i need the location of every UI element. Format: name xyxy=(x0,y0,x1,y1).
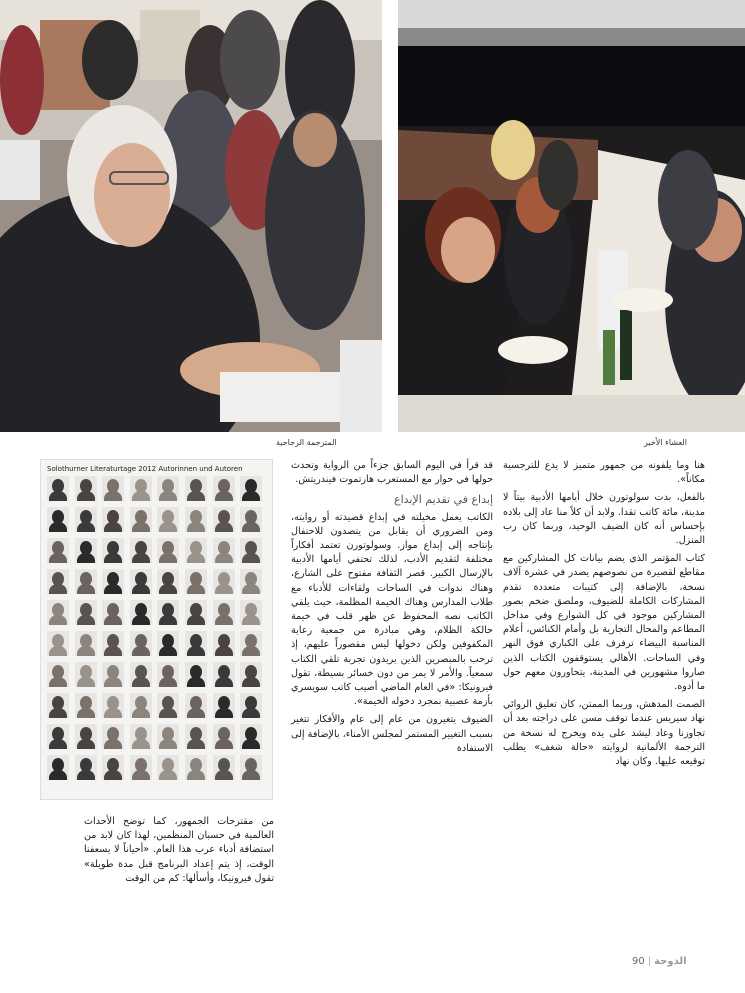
photo-interpreter xyxy=(0,0,382,432)
author-portrait xyxy=(102,538,124,563)
author-portrait xyxy=(75,693,97,718)
page-footer xyxy=(632,956,687,967)
author-portrait xyxy=(240,631,262,656)
author-portrait xyxy=(47,693,69,718)
author-portrait xyxy=(102,569,124,594)
author-portrait xyxy=(213,631,235,656)
author-portrait xyxy=(185,538,207,563)
footer-separator: | xyxy=(647,956,652,967)
author-portrait xyxy=(157,538,179,563)
author-portrait xyxy=(102,600,124,625)
author-portrait xyxy=(185,724,207,749)
author-portrait xyxy=(157,755,179,780)
authors-poster xyxy=(40,459,273,800)
paragraph: كتاب المؤتمر الذي يضم بيانات كل المشاركين مع مقاطع لقصيرة من نصوصهم يصدر في عشرة آلاف نسخة، بالإضافة إلى كتيبات متعددة تقدم المشاركات الكاملة للضيوف، وملصق ضخم بصور المشاركين موجود في كل الشوارع وفي مداخل المطاعم والمحال التجارية بل وأمام الكنائس، أعلام المناسبة البيضاء ترفرف على الكباري فوق النهر وفي الساحات. الأهالي يستوقفون الكتاب الذين صاروا مشهورين في المدينة، يتحاورون معهم حول ما أدوه. xyxy=(503,553,705,693)
paragraph: الصمت المدهش، وربما الممتن، كان تعليق الروائي نهاد سيريس عندما توقف مسن على دراجته بعد أن تجاوزنا وعاد ليشد على يده ويخرج له نسخة من الترجمة الألمانية لروايته «حالة شغف» يطلب توقيعه عليها. وكان نهاد xyxy=(503,699,705,768)
author-portrait xyxy=(75,662,97,687)
caption-left-photo: المترجمة الزجاجية xyxy=(276,438,337,447)
author-portrait xyxy=(130,569,152,594)
author-portrait xyxy=(213,662,235,687)
photo-interpreter-illustration xyxy=(0,0,382,432)
author-portrait xyxy=(102,476,124,501)
author-portrait xyxy=(240,662,262,687)
author-portrait xyxy=(47,538,69,563)
author-portrait xyxy=(157,507,179,532)
paragraph: الكاتب يعمل مخيلته في إبداع قصيدته أو روايته، ومن الضروري أن يقابل من يتصدون للاحتفال بإنتاجه إلى إبداع مواز. وسولوتورن تعتمد أفكاراً مختلفة لتقديم الأدب، لذلك تحتفي أيامها الأدبية بالإرسال الكبير. قصر الثقافة مفتوح على الشارع، وهناك ندوات في الساحات ولقاءات للأدباء مع طلاب المدارس وهناك الخيمة المظلمة، حيث يلقي الكاتب نصه المحفوظ عن ظهر قلب في خيمة حالكة الظلام، وهي مبادرة من جمعية رعاية المكفوفين ولكن دخولها ليس مقصوراً عليهم، إذ ترحب بالمبصرين الذين يريدون تجربة تلقي الكتاب سمعياً. والأمر لا يمر من دون خسائر بسيطة، تقول فيرونيكا: «في العام الماضي أصيب كاتب سويسري بأزمة عصبية بمجرد دخوله الخيمة». xyxy=(291,511,493,708)
author-portrait xyxy=(185,507,207,532)
paragraph: الضيوف يتغيرون من عام إلى عام والأفكار تتغير بسبب التغيير المستمر لمجلس الأمناء، بالإضافة إلى الاستفادة xyxy=(291,714,493,754)
author-portrait xyxy=(47,724,69,749)
author-portrait xyxy=(157,600,179,625)
author-portrait xyxy=(47,631,69,656)
paragraph: من مقترحات الجمهور، كما توضح الأحداث العالمية في حسبان المنظمين، لهذا كان لابد من استضافة أدباء عرب هذا العام. «أحياناً لا يسعفنا الوقت، إذ يتم إعداد البرنامج قبل مدة طويلة» تقول فيرونيكا، وأسألها: كم من الوقت xyxy=(84,816,274,884)
author-portrait xyxy=(130,538,152,563)
author-portrait xyxy=(47,476,69,501)
author-portrait xyxy=(47,600,69,625)
caption-right-photo: العشاء الأخير xyxy=(644,438,687,447)
author-portrait xyxy=(75,569,97,594)
author-portrait xyxy=(75,755,97,780)
section-heading: إبداع في تقديم الإبداع xyxy=(394,493,493,507)
author-portrait xyxy=(157,662,179,687)
poster-title: Solothurner Literaturtage 2012 Autorinnen und Autoren xyxy=(47,465,243,473)
author-portrait xyxy=(185,693,207,718)
paragraph: بالفعل، بدت سولوتورن خلال أيامها الأدبية بيتاً لا مدينة، مائة كاتب تقدا. ولابد أن كلاً منا عاد إلى بلاده بإحساس أنه كان الضيف الوحيد، وربما كان رب المنزل. xyxy=(503,492,705,547)
author-portrait xyxy=(213,569,235,594)
author-portrait xyxy=(130,755,152,780)
author-portrait xyxy=(185,755,207,780)
author-portrait xyxy=(130,693,152,718)
author-portrait xyxy=(47,755,69,780)
author-portrait xyxy=(240,476,262,501)
photo-dinner-illustration xyxy=(398,0,745,432)
author-portrait xyxy=(75,600,97,625)
author-portrait xyxy=(157,724,179,749)
author-portrait xyxy=(157,693,179,718)
author-portrait xyxy=(157,569,179,594)
author-portrait xyxy=(213,724,235,749)
author-portrait xyxy=(185,569,207,594)
author-portrait xyxy=(47,662,69,687)
author-portrait xyxy=(130,476,152,501)
author-portrait xyxy=(213,693,235,718)
author-portrait xyxy=(102,724,124,749)
author-portrait xyxy=(240,538,262,563)
author-portrait xyxy=(213,600,235,625)
paragraph: قد قرأ في اليوم السابق جزءاً من الرواية وتحدث حولها في حوار مع المستعرب هارتموت فيندريتش. xyxy=(291,460,493,486)
author-portrait xyxy=(240,693,262,718)
author-portrait xyxy=(213,476,235,501)
author-portrait xyxy=(185,662,207,687)
author-portrait xyxy=(213,538,235,563)
author-portrait xyxy=(185,476,207,501)
author-portrait xyxy=(75,724,97,749)
page-number: 90 xyxy=(632,956,645,967)
author-portrait xyxy=(157,476,179,501)
author-portrait xyxy=(75,507,97,532)
author-portrait xyxy=(240,755,262,780)
author-portrait xyxy=(102,755,124,780)
author-portrait xyxy=(75,476,97,501)
author-portrait xyxy=(102,631,124,656)
author-portrait xyxy=(47,507,69,532)
author-portrait xyxy=(102,507,124,532)
author-portrait xyxy=(185,631,207,656)
author-portrait xyxy=(240,724,262,749)
author-portrait xyxy=(130,662,152,687)
author-portrait xyxy=(240,569,262,594)
author-portrait xyxy=(102,662,124,687)
author-portrait xyxy=(157,631,179,656)
author-portrait xyxy=(130,600,152,625)
author-portrait xyxy=(102,693,124,718)
author-portrait xyxy=(130,631,152,656)
author-portrait xyxy=(130,507,152,532)
photo-dinner xyxy=(398,0,745,432)
author-portrait xyxy=(240,507,262,532)
author-portrait xyxy=(130,724,152,749)
article-column-right xyxy=(503,459,705,773)
paragraph: هنا وما يلفونه من جمهور متميز لا يدع للترجسية مكاناً». xyxy=(503,460,705,486)
author-portrait xyxy=(213,507,235,532)
article-column-middle xyxy=(291,459,493,760)
author-portrait xyxy=(47,569,69,594)
article-column-left xyxy=(84,815,274,890)
author-portrait xyxy=(185,600,207,625)
author-portrait xyxy=(75,631,97,656)
magazine-name: الدوحة xyxy=(654,956,687,967)
author-portrait xyxy=(75,538,97,563)
author-portrait xyxy=(213,755,235,780)
author-portrait xyxy=(240,600,262,625)
